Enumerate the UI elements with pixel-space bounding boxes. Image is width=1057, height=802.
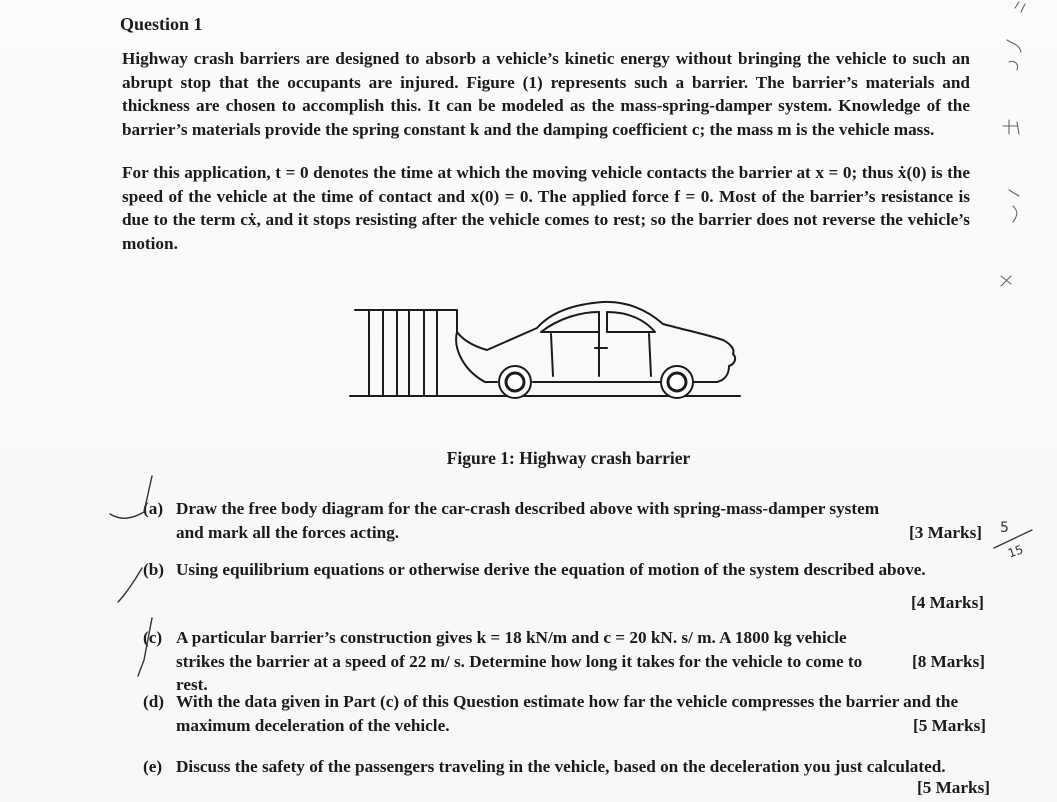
question-part-e	[143, 755, 990, 797]
part-text: Discuss the safety of the passengers traveling in the vehicle, based on the deceleration you just calculated.	[176, 757, 946, 776]
part-text: Using equilibrium equations or otherwise derive the equation of motion of the system described above.	[176, 560, 926, 579]
question-title: Question 1	[120, 14, 203, 34]
tick-b	[118, 568, 142, 602]
part-marks: [5 Marks]	[916, 778, 990, 797]
part-label: (e)	[143, 757, 163, 776]
crash-barrier-figure	[345, 292, 745, 404]
barrier-blocks	[355, 310, 457, 396]
part-label: (c)	[143, 628, 163, 647]
score-denominator: 15	[1005, 542, 1026, 561]
part-text: Draw the free body diagram for the car-crash described above with spring-mass-damper system and mark all the forces acting.	[176, 499, 880, 542]
part-marks: [3 Marks]	[908, 522, 982, 542]
part-text: With the data given in Part (c) of this Question estimate how far the vehicle compresses the barrier and the maximum deceleration of the vehicle.	[176, 692, 959, 735]
intro-paragraph: Highway crash barriers are designed to absorb a vehicle’s kinetic energy without bringing the vehicle to such an abrupt stop that the occupants are injured. Figure (1) represents such a barrier. The barrier’s materials and thickness are chosen to accomplish this. It can be modeled as the mass-spring-damper system. Knowledge of the barrier’s materials provide the spring constant k and the damping coefficient c; the mass m is the vehicle mass.	[122, 49, 970, 139]
question-part-a	[143, 497, 988, 544]
part-label: (a)	[143, 499, 164, 518]
question-part-c	[143, 626, 988, 697]
part-marks: [4 Marks]	[910, 593, 984, 612]
application-paragraph: For this application, t = 0 denotes the time at which the moving vehicle contacts the barrier at x = 0; thus ẋ(0) is the speed of the vehicle at the time of contact and x(0) = 0. The applied force f = 0. Most of the barrier’s resistance is due to the term cẋ, and it stops resisting after the vehicle comes to rest; so the barrier does not reverse the vehicle’s motion.	[122, 163, 970, 253]
question-part-b	[143, 558, 988, 612]
part-label: (b)	[143, 560, 165, 579]
part-marks: [5 Marks]	[912, 715, 986, 735]
figure-caption-text: Figure 1: Highway crash barrier	[446, 448, 691, 468]
part-label: (d)	[143, 692, 165, 711]
front-wheel	[499, 366, 531, 398]
margin-scribbles	[995, 0, 1055, 300]
score-numerator: 5	[1000, 520, 1009, 536]
part-marks: [8 Marks]	[911, 651, 985, 671]
question-part-d	[143, 690, 988, 737]
figure-caption	[0, 448, 1057, 469]
part-text: A particular barrier’s construction gives k = 18 kN/m and c = 20 kN. s/ m. A 1800 kg vehicle strikes the barrier at a speed of 22 m/ s. Determine how long it takes for the vehicle to come to rest.	[176, 628, 863, 694]
handwritten-score	[990, 508, 1038, 564]
rear-wheel	[661, 366, 693, 398]
car-body	[456, 302, 735, 382]
